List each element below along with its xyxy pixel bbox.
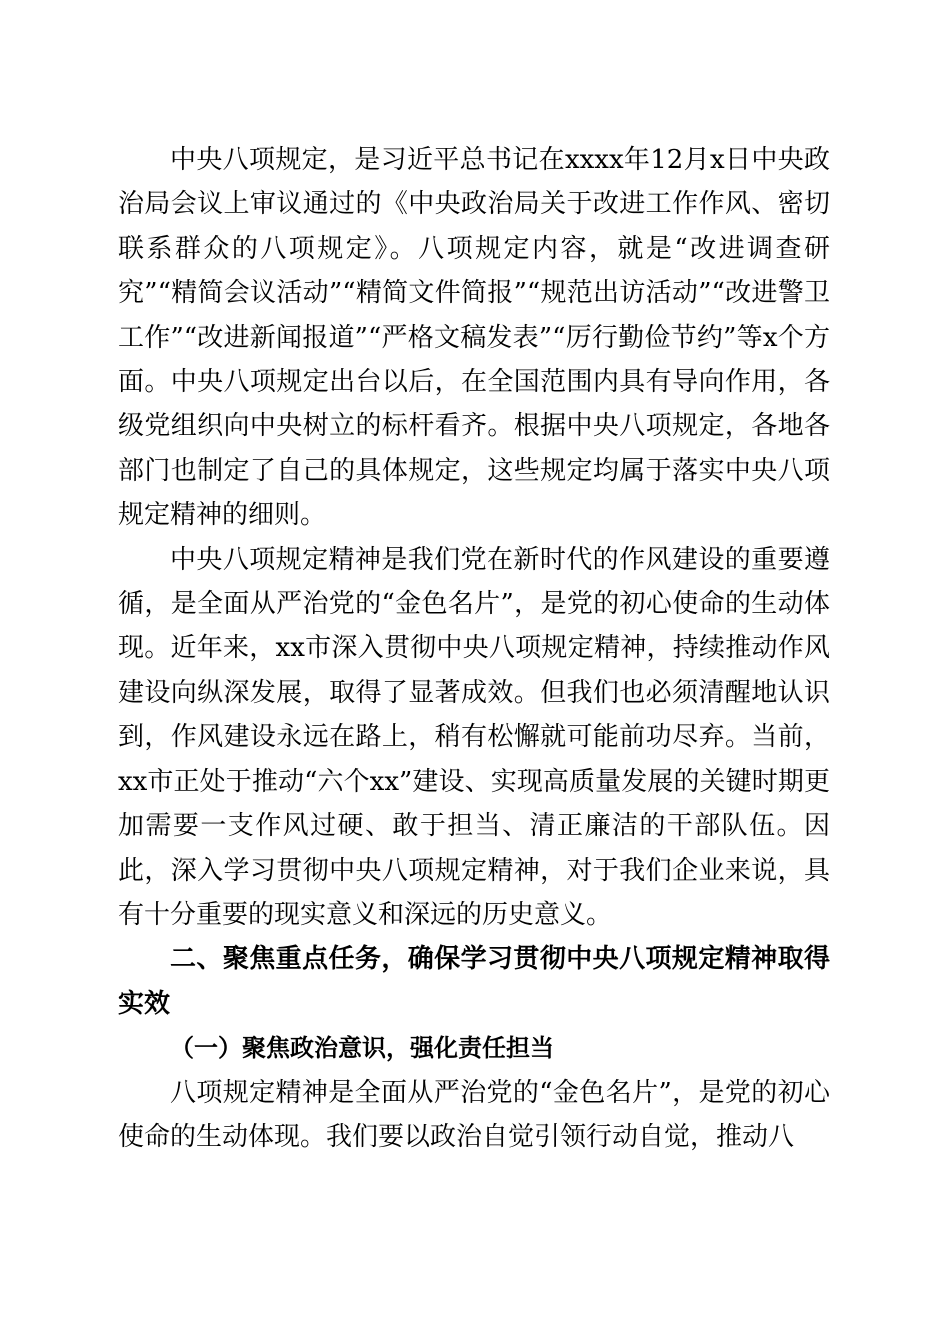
- section-heading: 二、聚焦重点任务，确保学习贯彻中央八项规定精神取得实效: [118, 944, 830, 1019]
- subsection-heading: （一）聚焦政治意识，强化责任担当: [170, 1033, 554, 1063]
- body-paragraph-2: 中央八项规定精神是我们党在新时代的作风建设的重要遵循，是全面从严治党的“金色名片”，是党的初心使命的生动体现。近年来，xx市深入贯彻中央八项规定精神，持续推动作风建设向纵深发展，取得了显著成效。但我们也必须清醒地认识到，作风建设永远在路上，稍有松懈就可能前功尽弃。当前，xx市正处于推动“六个xx”建设、实现高质量发展的关键时期更加需要一支作风过硬、敢于担当、清正廉洁的干部队伍。因此，深入学习贯彻中央八项规定精神，对于我们企业来说，具有十分重要的现实意义和深远的历史意义。: [118, 544, 830, 930]
- body-paragraph-1: 中央八项规定，是习近平总书记在xxxx年12月x日中央政治局会议上审议通过的《中央政治局关于改进工作作风、密切联系群众的八项规定》。八项规定内容，就是“改进调查研究”“精简会议活动”“精简文件简报”“规范出访活动”“改进警卫工作”“改进新闻报道”“严格文稿发表”“厉行勤俭节约”等x个方面。中央八项规定出台以后，在全国范围内具有导向作用，各级党组织向中央树立的标杆看齐。根据中央八项规定，各地各部门也制定了自己的具体规定，这些规定均属于落实中央八项规定精神的细则。: [118, 145, 830, 531]
- body-paragraph-3: 八项规定精神是全面从严治党的“金色名片”，是党的初心使命的生动体现。我们要以政治自觉引领行动自觉，推动八: [118, 1077, 830, 1152]
